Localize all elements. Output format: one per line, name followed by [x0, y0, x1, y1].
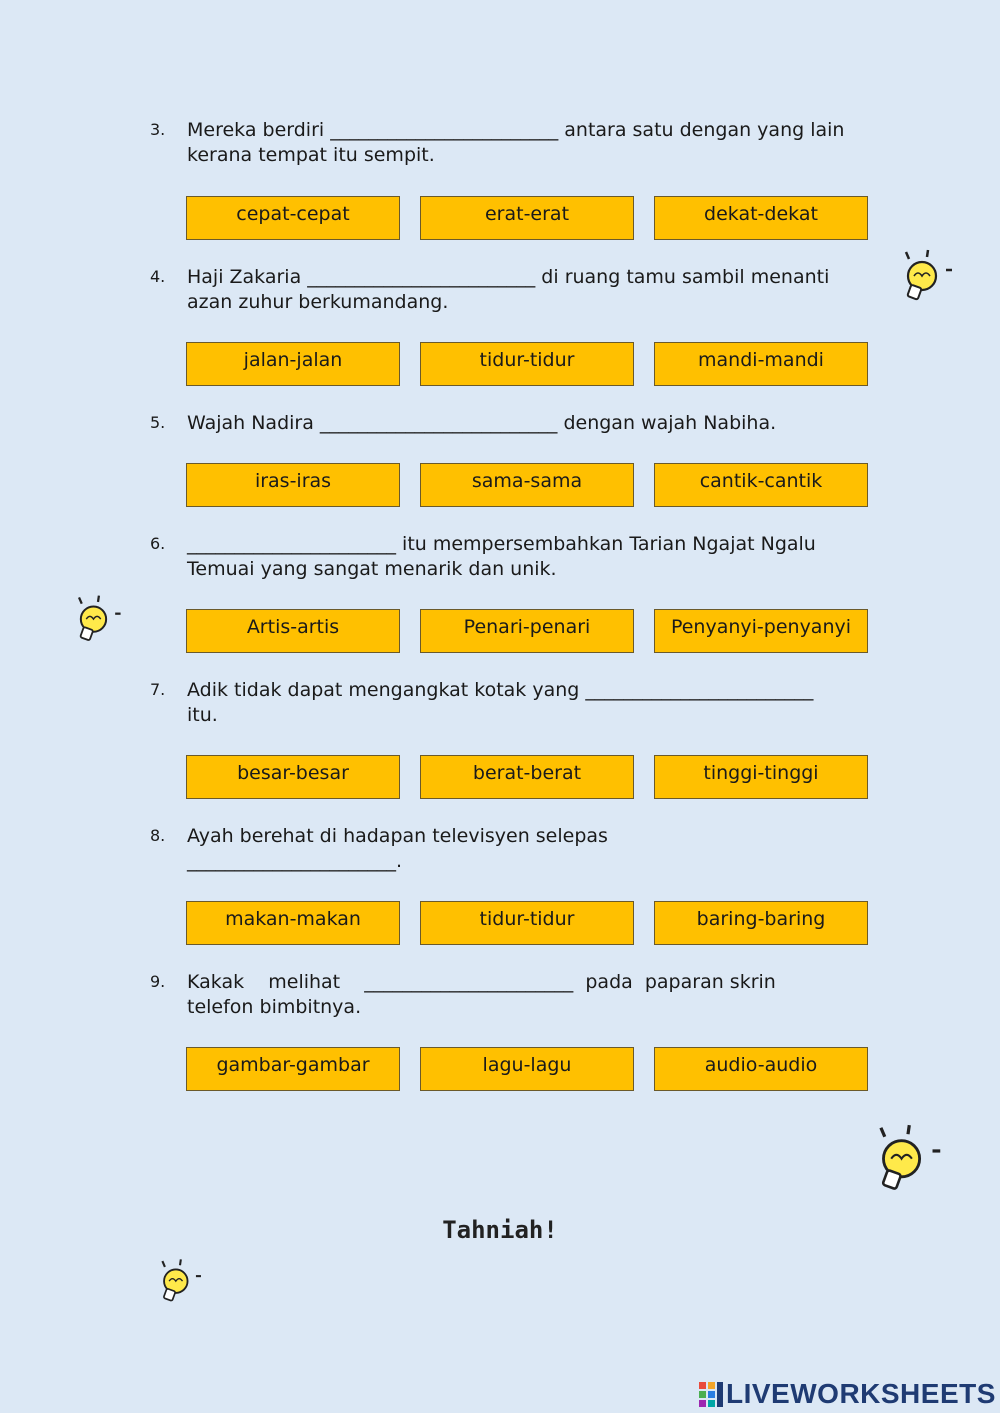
question-number: 6. [150, 534, 166, 553]
option-button[interactable]: cepat-cepat [186, 196, 400, 240]
option-button[interactable]: audio-audio [654, 1047, 868, 1091]
lightbulb-icon [70, 592, 126, 648]
question-number: 4. [150, 267, 166, 286]
option-button[interactable]: Penari-penari [420, 609, 634, 653]
question-number: 8. [150, 826, 166, 845]
options-3 [186, 196, 872, 242]
option-button[interactable]: mandi-mandi [654, 342, 868, 386]
congratulations-text: Tahniah! [442, 1216, 558, 1244]
options-8 [186, 901, 872, 947]
question-text: Adik tidak dapat mengangkat kotak yang ________________________ itu. [187, 679, 814, 726]
question-text: Wajah Nadira _________________________ dengan wajah Nabiha. [187, 412, 777, 434]
option-button[interactable]: tidur-tidur [420, 901, 634, 945]
option-button[interactable]: jalan-jalan [186, 342, 400, 386]
options-5 [186, 463, 872, 509]
liveworksheets-logo-text: LIVEWORKSHEETS [726, 1378, 996, 1409]
option-button[interactable]: makan-makan [186, 901, 400, 945]
question-text: Kakak melihat ______________________ pada paparan skrin telefon bimbitnya. [187, 971, 782, 1018]
liveworksheets-logo[interactable] [698, 1376, 996, 1412]
question-text: Mereka berdiri ________________________ antara satu dengan yang lain kerana tempat itu sempit. [187, 119, 845, 166]
option-button[interactable]: baring-baring [654, 901, 868, 945]
question-text: ______________________ itu mempersembahkan Tarian Ngajat Ngalu Temuai yang sangat menarik dan unik. [187, 533, 816, 580]
question-number: 7. [150, 680, 166, 699]
option-button[interactable]: erat-erat [420, 196, 634, 240]
option-button[interactable]: dekat-dekat [654, 196, 868, 240]
lightbulb-icon [896, 246, 958, 308]
option-button[interactable]: lagu-lagu [420, 1047, 634, 1091]
liveworksheets-logo-icon [698, 1380, 724, 1408]
question-text: Haji Zakaria ________________________ di ruang tamu sambil menanti azan zuhur berkumandang. [187, 266, 830, 313]
option-button[interactable]: cantik-cantik [654, 463, 868, 507]
option-button[interactable]: tidur-tidur [420, 342, 634, 386]
question-number: 9. [150, 972, 166, 991]
question-number: 5. [150, 413, 166, 432]
options-7 [186, 755, 872, 801]
question-text: Ayah berehat di hadapan televisyen selepas ______________________. [187, 825, 608, 872]
option-button[interactable]: gambar-gambar [186, 1047, 400, 1091]
options-6 [186, 609, 872, 655]
option-button[interactable]: Penyanyi-penyanyi [654, 609, 868, 653]
option-button[interactable]: tinggi-tinggi [654, 755, 868, 799]
option-button[interactable]: berat-berat [420, 755, 634, 799]
option-button[interactable]: iras-iras [186, 463, 400, 507]
options-4 [186, 342, 872, 388]
option-button[interactable]: Artis-artis [186, 609, 400, 653]
lightbulb-icon [868, 1120, 948, 1200]
options-9 [186, 1047, 872, 1093]
option-button[interactable]: besar-besar [186, 755, 400, 799]
option-button[interactable]: sama-sama [420, 463, 634, 507]
lightbulb-icon [154, 1256, 206, 1308]
question-number: 3. [150, 120, 166, 139]
